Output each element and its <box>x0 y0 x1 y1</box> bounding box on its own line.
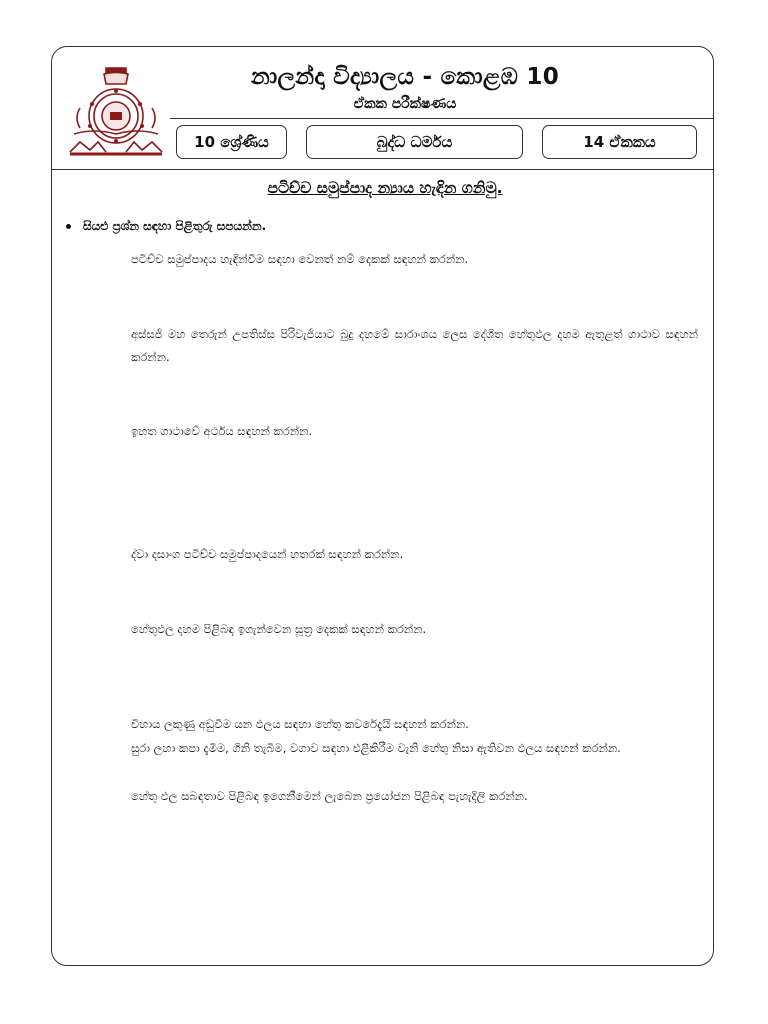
school-crest-icon <box>66 64 166 162</box>
question-5: හේතුඵල දහම පිළිබඳ ඉගැන්වෙන සූත්‍ර දෙකක් සඳහන් කරන්න. <box>131 622 427 636</box>
question-8: හේතු ඵල සබඳතාව පිළිබඳ ඉගෙනීමෙන් ලැබෙන ප්‍රයෝජන පිළිබඳ පැහැදිලි කරන්න. <box>131 789 528 803</box>
question-3: ඉහත ගාථාවේ අර්ථය සඳහන් කරන්න. <box>131 424 313 438</box>
question-6: විහාය ලකුණු අඩුවීම යන ඵලය සඳහා හේතු කවරේදැයි සඳහන් කරන්න. <box>131 717 469 731</box>
subject-badge: බුද්ධ ධර්මය <box>306 125 523 159</box>
instruction-row <box>66 219 266 234</box>
question-2: අස්සජි මහ තෙරුන් උපතිස්ස පිරිවැජියාට බුදු දහමේ සාරාංශය ලෙස දේශිත හේතුඵල දහම ඇතුළත් ගාථාව සඳහන් කරන්න. <box>131 327 698 364</box>
bullet-icon <box>66 224 71 229</box>
header-divider-bottom <box>51 169 714 170</box>
lesson-title: පටිච්ච සමුප්පාද න්‍යාය හැඳින ගනිමු. <box>267 179 503 197</box>
school-title: නාලන්දා විද්‍යාලය - කොළඹ 10 <box>251 64 559 90</box>
test-subtitle: ඒකක පරීක්ෂණය <box>353 96 457 112</box>
header-divider-top <box>170 118 714 119</box>
unit-badge: 14 ඒකකය <box>542 125 697 159</box>
grade-badge: 10 ශ්‍රේණිය <box>176 125 287 159</box>
question-1: පටිච්ච සමුප්පාදය හැඳින්වීම සඳහා වෙනත් නම් දෙකක් සඳහන් කරන්න. <box>131 252 469 266</box>
question-4: ද්වා දසාංග පටිච්ච සමුප්පාදයෙන් හතරක් සඳහන් කරන්න. <box>131 547 404 561</box>
question-7: සුරා ලහා කපා දැමීම, ගිනි තැබීම, වගාව සඳහා එළිකිරීම වැනි හේතු නිසා ඇතිවන ඵලය සඳහන් කරන්න. <box>131 741 621 755</box>
instruction-text: සියළු ප්‍රශ්න සඳහා පිළිතුරු සපයන්න. <box>83 219 267 233</box>
